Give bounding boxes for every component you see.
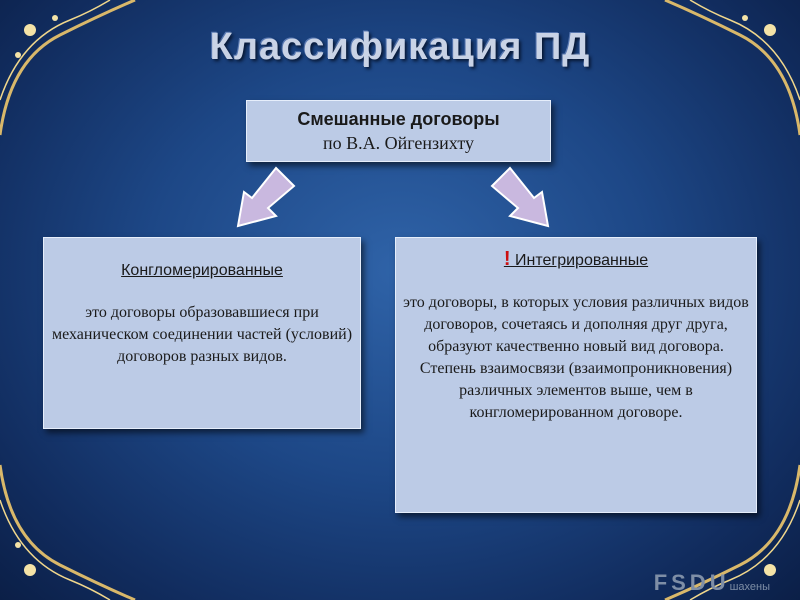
mixed-contracts-title: Смешанные договоры xyxy=(297,109,500,129)
integrated-description: это договоры, в которых условия различных видов договоров, сочетаясь и дополняя друг друга, образуют качественно новый вид договора. Степень взаимосвязи (взаимопроникновения) различных элементов выше, чем в конгломерированном договоре. xyxy=(403,294,749,421)
corner-ornament-icon xyxy=(0,460,140,600)
watermark-logo: FSDUшахены xyxy=(653,570,770,595)
corner-ornament-icon xyxy=(0,0,140,140)
mixed-contracts-box xyxy=(246,100,551,162)
slide-title: Классификация ПД xyxy=(209,26,591,68)
arrow-down-left-icon xyxy=(228,166,300,232)
exclamation-mark: ! xyxy=(503,248,511,270)
conglomerate-title: Конгломерированные xyxy=(121,262,283,279)
mixed-contracts-subtitle: по В.А. Ойгензихту xyxy=(323,133,474,153)
conglomerate-description: это договоры образовавшиеся при механическом соединении частей (условий) договоров разных видов. xyxy=(51,304,353,365)
integrated-box xyxy=(395,237,757,513)
integrated-title: Интегрированные xyxy=(514,252,649,269)
arrow-down-right-icon xyxy=(486,166,558,232)
conglomerate-box xyxy=(43,237,361,429)
corner-ornament-icon xyxy=(660,0,800,140)
